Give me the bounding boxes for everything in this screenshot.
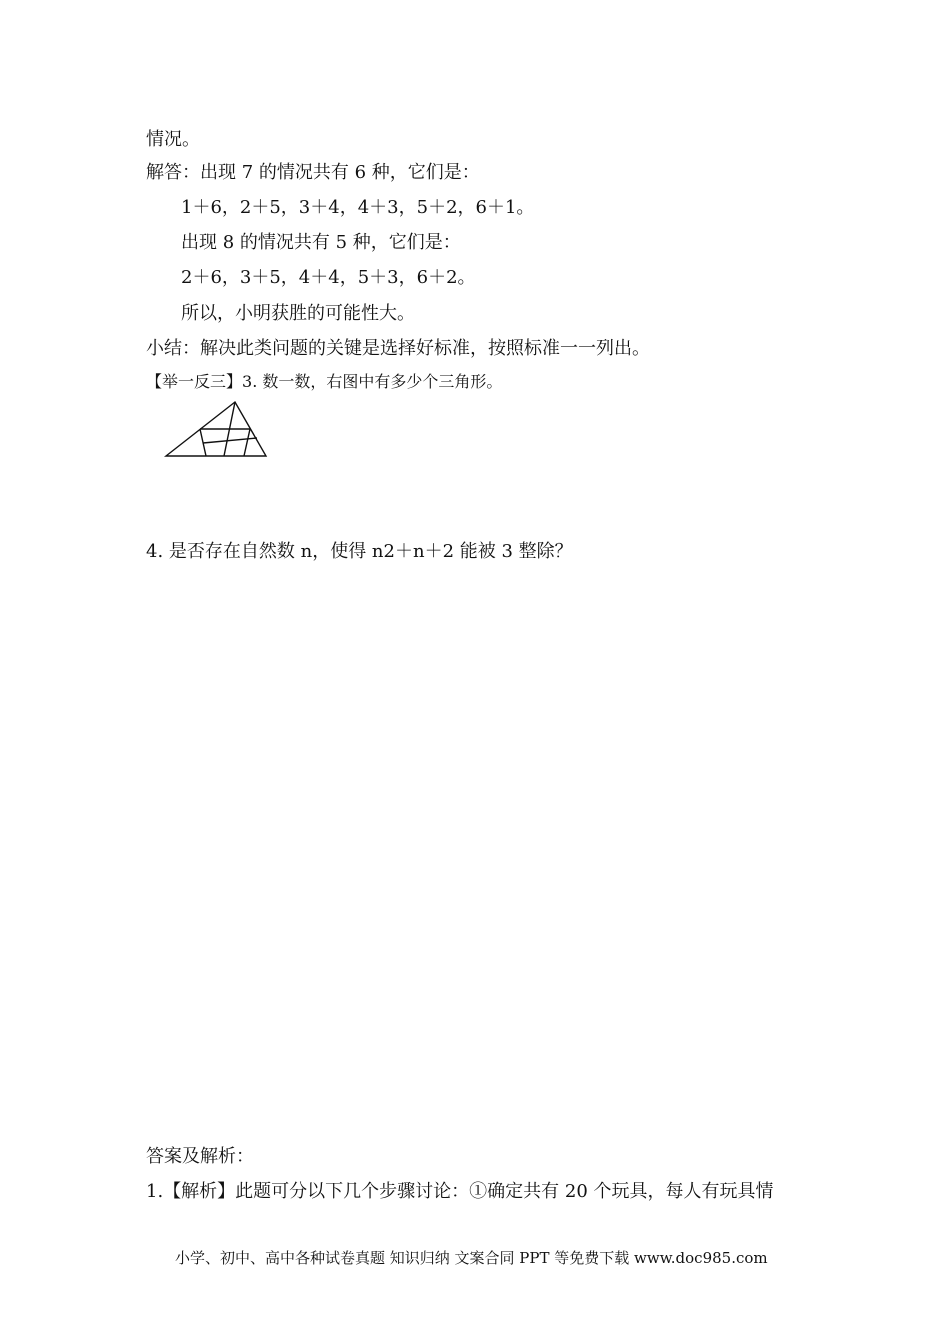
exercise-text: 3. 数一数，右图中有多少个三角形。 [242,372,503,391]
right-vertical [244,429,250,456]
exercise-3 [146,370,502,394]
text-line: 2＋6，3＋5，4＋4，5＋3，6＋2。 [181,267,476,288]
text-line: 小结：解决此类问题的关键是选择好标准，按照标准一一列出。 [146,338,650,359]
text-line: 情况。 [146,129,200,150]
answer-1: 1.【解析】此题可分以下几个步骤讨论：①确定共有 20 个玩具，每人有玩具情 [146,1181,774,1202]
text-line: 解答：出现 7 的情况共有 6 种，它们是： [146,162,480,183]
text-line: 出现 8 的情况共有 5 种，它们是： [181,232,461,253]
inner-line-2 [203,438,257,443]
page-footer: 小学、初中、高中各种试卷真题 知识归纳 文案合同 PPT 等免费下载 www.doc985.com [175,1249,768,1267]
text-line: 1＋6，2＋5，3＋4，4＋3，5＋2，6＋1。 [181,197,535,218]
exercise-label: 【举一反三】 [146,372,243,391]
answers-heading: 答案及解析： [146,1146,254,1167]
text-line: 所以，小明获胜的可能性大。 [181,303,415,324]
triangle-figure [160,398,272,460]
question-4: 4. 是否存在自然数 n，使得 n2＋n＋2 能被 3 整除？ [146,541,573,562]
